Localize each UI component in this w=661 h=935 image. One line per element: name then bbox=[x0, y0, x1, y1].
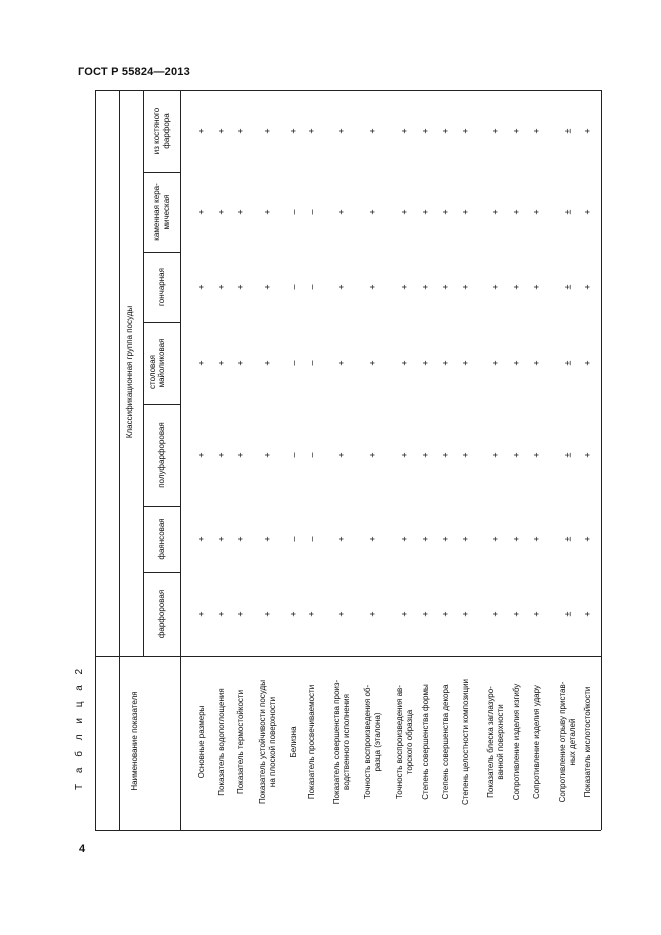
cell-r0-c1: + bbox=[196, 536, 207, 542]
cell-r4-c4: – bbox=[288, 284, 299, 290]
cell-r15-c3: ± bbox=[562, 360, 573, 366]
cell-r2-c3: + bbox=[235, 360, 246, 366]
cell-r3-c6: + bbox=[262, 128, 273, 134]
column-separator-4 bbox=[143, 252, 180, 253]
column-separator-5 bbox=[143, 172, 180, 173]
page-number: 4 bbox=[79, 843, 86, 855]
cell-r1-c5: + bbox=[216, 209, 227, 215]
column-header-5: каменная кера- мическая bbox=[152, 183, 171, 241]
cell-r15-c2: ± bbox=[562, 452, 573, 458]
cell-r15-c0: ± bbox=[562, 611, 573, 617]
cell-r6-c6: + bbox=[336, 128, 347, 134]
cell-r8-c6: + bbox=[399, 128, 410, 134]
column-separator-3 bbox=[143, 322, 180, 323]
cell-r12-c1: + bbox=[490, 536, 501, 542]
cell-r16-c6: + bbox=[582, 128, 593, 134]
cell-r14-c0: + bbox=[531, 611, 542, 617]
cell-r9-c2: + bbox=[420, 452, 431, 458]
cell-r3-c2: + bbox=[262, 452, 273, 458]
row-label-8: Точность воспроизведения ав- торского образца bbox=[395, 685, 414, 799]
cell-r11-c0: + bbox=[460, 611, 471, 617]
cell-r4-c1: – bbox=[288, 536, 299, 542]
cell-r10-c4: + bbox=[440, 284, 451, 290]
cell-r2-c2: + bbox=[235, 452, 246, 458]
cell-r14-c6: + bbox=[531, 128, 542, 134]
cell-r16-c1: + bbox=[582, 536, 593, 542]
cell-r7-c0: + bbox=[367, 611, 378, 617]
row-label-0: Основные размеры bbox=[197, 705, 206, 779]
indicator-separator bbox=[95, 656, 601, 657]
cell-r8-c1: + bbox=[399, 536, 410, 542]
cell-r15-c6: ± bbox=[562, 128, 573, 134]
cell-r13-c5: + bbox=[511, 209, 522, 215]
cell-r0-c6: + bbox=[196, 128, 207, 134]
cell-r11-c4: + bbox=[460, 284, 471, 290]
cell-r4-c2: – bbox=[288, 452, 299, 458]
cell-r4-c5: – bbox=[288, 209, 299, 215]
cell-r2-c6: + bbox=[235, 128, 246, 134]
row-label-13: Сопротивление изделия изгибу bbox=[512, 683, 521, 801]
cell-r2-c0: + bbox=[235, 611, 246, 617]
row-label-12: Показатель блеска заглазуро- ванной поверхности bbox=[486, 686, 505, 798]
cell-r9-c3: + bbox=[420, 360, 431, 366]
indicator-header: Наименование показателя bbox=[130, 691, 139, 791]
cell-r10-c3: + bbox=[440, 360, 451, 366]
cell-r8-c0: + bbox=[399, 611, 410, 617]
row-label-14: Сопротивление изделия удару bbox=[532, 685, 541, 799]
cell-r12-c6: + bbox=[490, 128, 501, 134]
cell-r4-c3: – bbox=[288, 360, 299, 366]
column-header-4: гончарная bbox=[157, 268, 166, 306]
cell-r0-c3: + bbox=[196, 360, 207, 366]
cell-r0-c4: + bbox=[196, 284, 207, 290]
cell-r13-c4: + bbox=[511, 284, 522, 290]
cell-r12-c2: + bbox=[490, 452, 501, 458]
cell-r3-c4: + bbox=[262, 284, 273, 290]
row-label-2: Показатель термостойкости bbox=[236, 689, 245, 795]
cell-r6-c1: + bbox=[336, 536, 347, 542]
row-label-1: Показатель водопоглощения bbox=[217, 688, 226, 796]
cell-r12-c3: + bbox=[490, 360, 501, 366]
column-header-2: полуфарфоровая bbox=[157, 422, 166, 488]
cell-r11-c2: + bbox=[460, 452, 471, 458]
cell-r7-c4: + bbox=[367, 284, 378, 290]
column-header-0: фарфоровая bbox=[157, 589, 166, 639]
cell-r16-c4: + bbox=[582, 284, 593, 290]
cell-r11-c5: + bbox=[460, 209, 471, 215]
cell-r10-c5: + bbox=[440, 209, 451, 215]
cell-r10-c2: + bbox=[440, 452, 451, 458]
cell-r0-c0: + bbox=[196, 611, 207, 617]
row-label-10: Степень совершенства декора bbox=[441, 684, 450, 800]
table-border-bottom bbox=[95, 830, 601, 831]
cell-r14-c5: + bbox=[531, 209, 542, 215]
cell-r1-c1: + bbox=[216, 536, 227, 542]
cell-r1-c3: + bbox=[216, 360, 227, 366]
cell-r8-c2: + bbox=[399, 452, 410, 458]
cell-r16-c0: + bbox=[582, 611, 593, 617]
cell-r9-c1: + bbox=[420, 536, 431, 542]
cell-r7-c5: + bbox=[367, 209, 378, 215]
cell-r9-c0: + bbox=[420, 611, 431, 617]
row-label-6: Показатель совершенства произ- водственного исполнения bbox=[332, 679, 351, 805]
cell-r7-c1: + bbox=[367, 536, 378, 542]
cell-r5-c2: – bbox=[306, 452, 317, 458]
cell-r8-c3: + bbox=[399, 360, 410, 366]
cell-r16-c3: + bbox=[582, 360, 593, 366]
column-header-6: из костяного фарфора bbox=[152, 107, 171, 155]
row-label-11: Степень целостности композиции bbox=[461, 678, 470, 806]
cell-r5-c0: + bbox=[306, 611, 317, 617]
cell-r8-c4: + bbox=[399, 284, 410, 290]
cell-r7-c3: + bbox=[367, 360, 378, 366]
row-label-16: Показатель кислотостойкости bbox=[583, 686, 592, 798]
cell-r9-c4: + bbox=[420, 284, 431, 290]
cell-r1-c2: + bbox=[216, 452, 227, 458]
cell-r14-c2: + bbox=[531, 452, 542, 458]
cell-r15-c5: ± bbox=[562, 209, 573, 215]
cell-r4-c0: + bbox=[288, 611, 299, 617]
header-line-1 bbox=[119, 90, 120, 830]
group-header: Классификационная группа посуды bbox=[125, 305, 134, 439]
cell-r11-c6: + bbox=[460, 128, 471, 134]
cell-r3-c1: + bbox=[262, 536, 273, 542]
column-header-3: майоликовая bbox=[157, 338, 166, 388]
cell-r2-c4: + bbox=[235, 284, 246, 290]
cell-r13-c3: + bbox=[511, 360, 522, 366]
document-code: ГОСТ Р 55824—2013 bbox=[78, 66, 190, 78]
cell-r14-c1: + bbox=[531, 536, 542, 542]
cell-r6-c0: + bbox=[336, 611, 347, 617]
cell-r2-c1: + bbox=[235, 536, 246, 542]
row-label-9: Степень совершенства формы bbox=[421, 684, 430, 800]
cell-r5-c5: – bbox=[306, 209, 317, 215]
cell-r9-c5: + bbox=[420, 209, 431, 215]
cell-r5-c6: + bbox=[306, 128, 317, 134]
cell-r15-c1: ± bbox=[562, 536, 573, 542]
cell-r11-c3: + bbox=[460, 360, 471, 366]
cell-r16-c5: + bbox=[582, 209, 593, 215]
row-label-5: Показатель просвечиваемости bbox=[307, 684, 316, 800]
cell-r10-c6: + bbox=[440, 128, 451, 134]
cell-r0-c2: + bbox=[196, 452, 207, 458]
cell-r6-c2: + bbox=[336, 452, 347, 458]
column-separator-2 bbox=[143, 404, 180, 405]
cell-r5-c4: – bbox=[306, 284, 317, 290]
cell-r13-c0: + bbox=[511, 611, 522, 617]
table-border-top bbox=[95, 90, 601, 91]
column-separator-1 bbox=[143, 506, 180, 507]
column-header-1: фаянсовая bbox=[157, 518, 166, 560]
row-label-3: Показатель устойчивости посуды на плоской поверхности bbox=[258, 680, 277, 804]
cell-r13-c1: + bbox=[511, 536, 522, 542]
cell-r12-c0: + bbox=[490, 611, 501, 617]
table-border-right bbox=[601, 90, 602, 830]
cell-r11-c1: + bbox=[460, 536, 471, 542]
cell-r3-c3: + bbox=[262, 360, 273, 366]
cell-r3-c5: + bbox=[262, 209, 273, 215]
column-separator-0 bbox=[143, 572, 180, 573]
cell-r7-c6: + bbox=[367, 128, 378, 134]
cell-r10-c1: + bbox=[440, 536, 451, 542]
cell-r1-c0: + bbox=[216, 611, 227, 617]
cell-r1-c4: + bbox=[216, 284, 227, 290]
subgroup-header: столовая bbox=[148, 355, 157, 389]
cell-r5-c3: – bbox=[306, 360, 317, 366]
table-border-left bbox=[95, 90, 96, 830]
cell-r4-c6: + bbox=[288, 128, 299, 134]
cell-r3-c0: + bbox=[262, 611, 273, 617]
cell-r6-c3: + bbox=[336, 360, 347, 366]
table-caption: Т а б л и ц а 2 bbox=[74, 664, 85, 790]
cell-r10-c0: + bbox=[440, 611, 451, 617]
cell-r14-c4: + bbox=[531, 284, 542, 290]
row-label-15: Сопротивление отрыву пристав- ных деталей bbox=[558, 681, 577, 803]
header-line-3 bbox=[180, 90, 181, 830]
cell-r13-c2: + bbox=[511, 452, 522, 458]
row-label-7: Точность воспроизведения об- разца (эталона) bbox=[363, 684, 382, 800]
cell-r13-c6: + bbox=[511, 128, 522, 134]
cell-r15-c4: ± bbox=[562, 284, 573, 290]
cell-r8-c5: + bbox=[399, 209, 410, 215]
cell-r12-c4: + bbox=[490, 284, 501, 290]
cell-r0-c5: + bbox=[196, 209, 207, 215]
cell-r7-c2: + bbox=[367, 452, 378, 458]
cell-r6-c5: + bbox=[336, 209, 347, 215]
cell-r2-c5: + bbox=[235, 209, 246, 215]
row-label-4: Белизна bbox=[289, 726, 298, 758]
cell-r12-c5: + bbox=[490, 209, 501, 215]
cell-r6-c4: + bbox=[336, 284, 347, 290]
cell-r16-c2: + bbox=[582, 452, 593, 458]
cell-r5-c1: – bbox=[306, 536, 317, 542]
cell-r14-c3: + bbox=[531, 360, 542, 366]
cell-r9-c6: + bbox=[420, 128, 431, 134]
cell-r1-c6: + bbox=[216, 128, 227, 134]
